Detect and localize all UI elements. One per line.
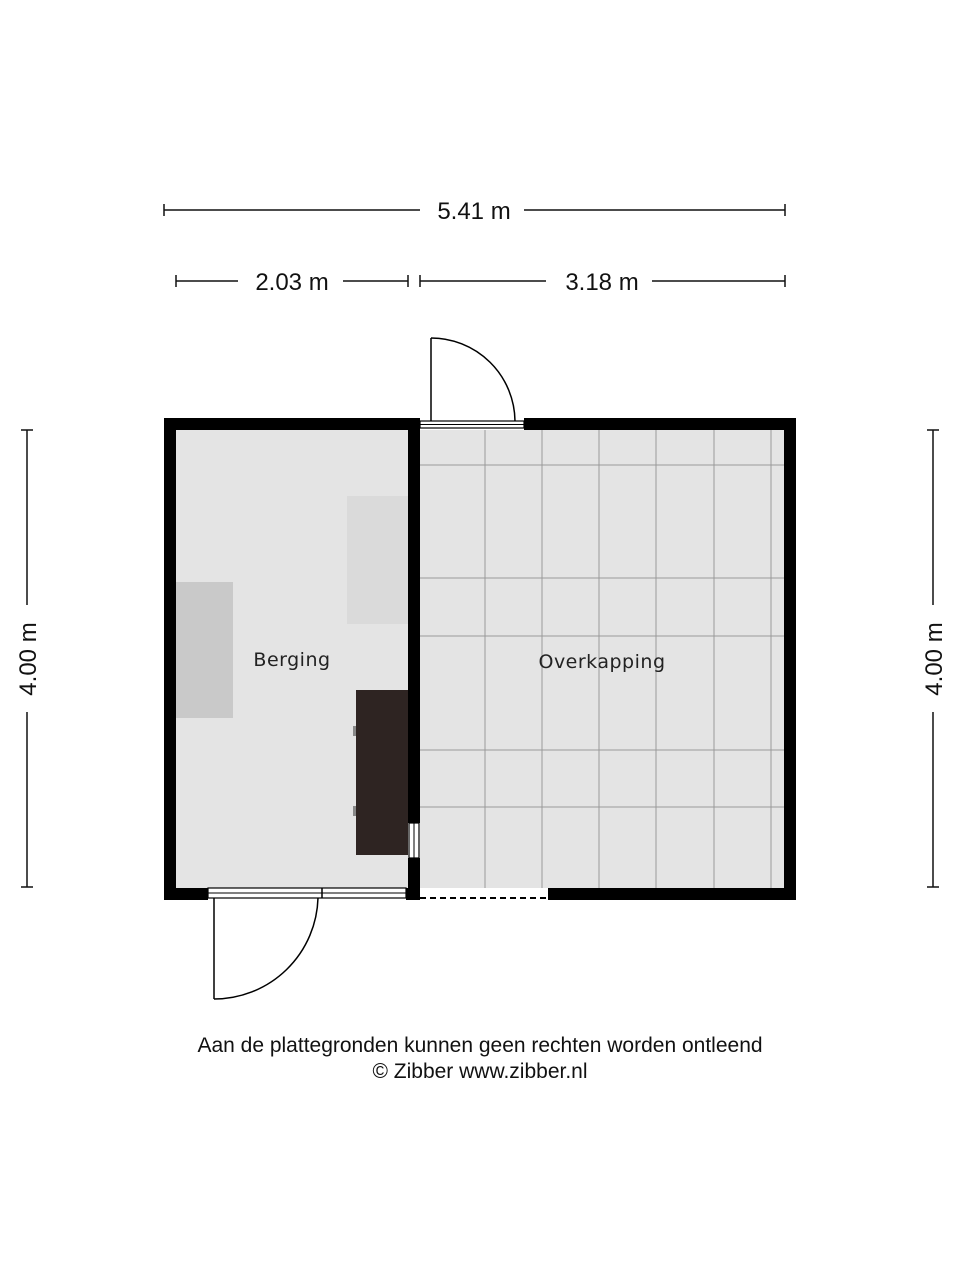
dimension-right-width	[420, 269, 785, 296]
dimension-left-width	[176, 269, 408, 296]
dimension-total-width	[164, 198, 785, 225]
dimension-label-right-height: 4.00 m	[921, 622, 948, 696]
room-label-overkapping: Overkapping	[538, 651, 666, 673]
table	[176, 582, 233, 718]
cabinet-handle-bottom	[353, 806, 356, 816]
dimension-label-left-height: 4.00 m	[15, 622, 42, 696]
room-label-berging: Berging	[253, 649, 331, 671]
disclaimer-text: Aan de plattegronden kunnen geen rechten worden ontleend	[197, 1034, 763, 1057]
door-bottom	[208, 888, 406, 999]
dimension-left-height	[15, 430, 42, 887]
dimension-right-height	[921, 430, 948, 887]
dimension-label-total-width: 5.41 m	[437, 198, 511, 225]
door-top	[420, 338, 524, 428]
copyright-text: © Zibber www.zibber.nl	[372, 1060, 588, 1083]
partition-window	[409, 823, 419, 858]
dimension-label-left-width: 2.03 m	[255, 269, 329, 296]
cabinet-handle-top	[353, 726, 356, 736]
shelf-unit	[347, 496, 408, 624]
dimension-label-right-width: 3.18 m	[565, 269, 639, 296]
cabinet	[356, 690, 408, 855]
